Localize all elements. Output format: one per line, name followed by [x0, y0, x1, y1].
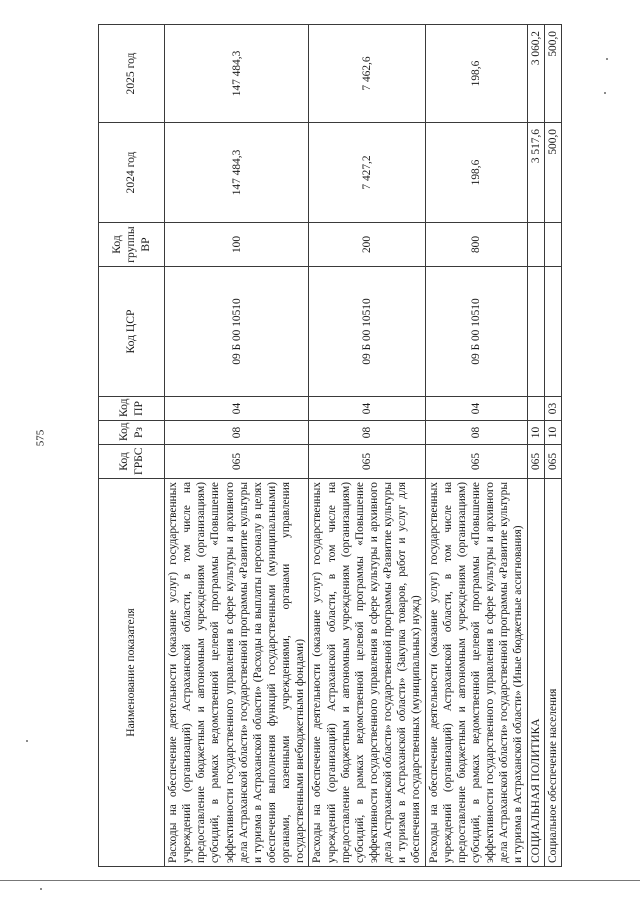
- table-header-row: [99, 25, 165, 867]
- row-2025: 500,0: [544, 25, 561, 123]
- row-2024: 3 517,6: [527, 123, 544, 223]
- row-name: Расходы на обеспечение деятельности (оказание услуг) государственных учреждений (организаций) Астраханской области, в том числе на предоставление бюджетным и автономным учреждениям (организациям) субсидий, в рамках ведомственной целевой программы «Повышение эффективности государственного управления в сфере культуры и архивного дела Астраханской области» государственной программы «Развитие культуры и туризма в Астраханской области» (Иные бюджетные ассигнования): [425, 479, 527, 867]
- scan-speck: [26, 740, 28, 742]
- scan-speck: [606, 58, 608, 60]
- row-rz: 08: [165, 421, 309, 445]
- scan-speck: [604, 92, 606, 94]
- row-vr: 800: [425, 223, 527, 267]
- header-name: Наименование показателя: [99, 479, 165, 867]
- header-2025: 2025 год: [99, 25, 165, 123]
- row-name: Социальное обеспечение населения: [544, 479, 561, 867]
- header-vr: Код группы ВР: [99, 223, 165, 267]
- row-2025: 7 462,6: [309, 25, 425, 123]
- budget-table: [98, 24, 562, 867]
- row-csr: [527, 267, 544, 397]
- row-csr: [544, 267, 561, 397]
- header-2024: 2024 год: [99, 123, 165, 223]
- row-vr: [544, 223, 561, 267]
- table-row: [527, 25, 544, 867]
- row-grbs: 065: [527, 445, 544, 479]
- row-rz: 10: [544, 421, 561, 445]
- row-rz: 08: [309, 421, 425, 445]
- row-pr: 04: [309, 397, 425, 421]
- row-pr: 04: [165, 397, 309, 421]
- table-row: [165, 25, 309, 867]
- row-2024: 198,6: [425, 123, 527, 223]
- table-row: [544, 25, 561, 867]
- row-2025: 147 484,3: [165, 25, 309, 123]
- row-pr: 03: [544, 397, 561, 421]
- row-vr: [527, 223, 544, 267]
- row-pr: 04: [425, 397, 527, 421]
- row-2024: 147 484,3: [165, 123, 309, 223]
- row-2025: 198,6: [425, 25, 527, 123]
- scan-line: [0, 880, 640, 881]
- row-2025: 3 060,2: [527, 25, 544, 123]
- row-pr: [527, 397, 544, 421]
- row-grbs: 065: [425, 445, 527, 479]
- row-vr: 200: [309, 223, 425, 267]
- row-csr: 09 Б 00 10510: [165, 267, 309, 397]
- row-name: СОЦИАЛЬНАЯ ПОЛИТИКА: [527, 479, 544, 867]
- row-rz: 08: [425, 421, 527, 445]
- page-number: 575: [34, 429, 47, 447]
- row-grbs: 065: [309, 445, 425, 479]
- row-csr: 09 Б 00 10510: [425, 267, 527, 397]
- row-2024: 7 427,2: [309, 123, 425, 223]
- rotated-table-wrapper: [98, 25, 559, 867]
- row-vr: 100: [165, 223, 309, 267]
- row-2024: 500,0: [544, 123, 561, 223]
- table-row: [309, 25, 425, 867]
- row-grbs: 065: [544, 445, 561, 479]
- header-csr: Код ЦСР: [99, 267, 165, 397]
- header-grbs: Код ГРБС: [99, 445, 165, 479]
- row-name: Расходы на обеспечение деятельности (оказание услуг) государственных учреждений (организаций) Астраханской области, в том числе на предоставление бюджетным и автономным учреждениям (организациям) субсидий, в рамках ведомственной целевой программы «Повышение эффективности государственного управления в сфере культуры и архивного дела Астраханской области» государственной программы «Развитие культуры и туризма в Астраханской области» (Расходы на выплаты персоналу в целях обеспечения выполнения функций государственными (муниципальными) органами, казенными учреждениями, органами управления государственными внебюджетными фондами): [165, 479, 309, 867]
- table-row: [425, 25, 527, 867]
- row-name: Расходы на обеспечение деятельности (оказание услуг) государственных учреждений (организаций) Астраханской области, в том числе на предоставление бюджетным и автономным учреждениям (организациям) субсидий, в рамках ведомственной целевой программы «Повышение эффективности государственного управления в сфере культуры и архивного дела Астраханской области» государственной программы «Развитие культуры и туризма в Астраханской области» (Закупка товаров, работ и услуг для обеспечения государственных (муниципальных) нужд): [309, 479, 425, 867]
- row-rz: 10: [527, 421, 544, 445]
- row-grbs: 065: [165, 445, 309, 479]
- header-rz: Код Рз: [99, 421, 165, 445]
- header-pr: Код ПР: [99, 397, 165, 421]
- row-csr: 09 Б 00 10510: [309, 267, 425, 397]
- scan-speck: [40, 888, 42, 890]
